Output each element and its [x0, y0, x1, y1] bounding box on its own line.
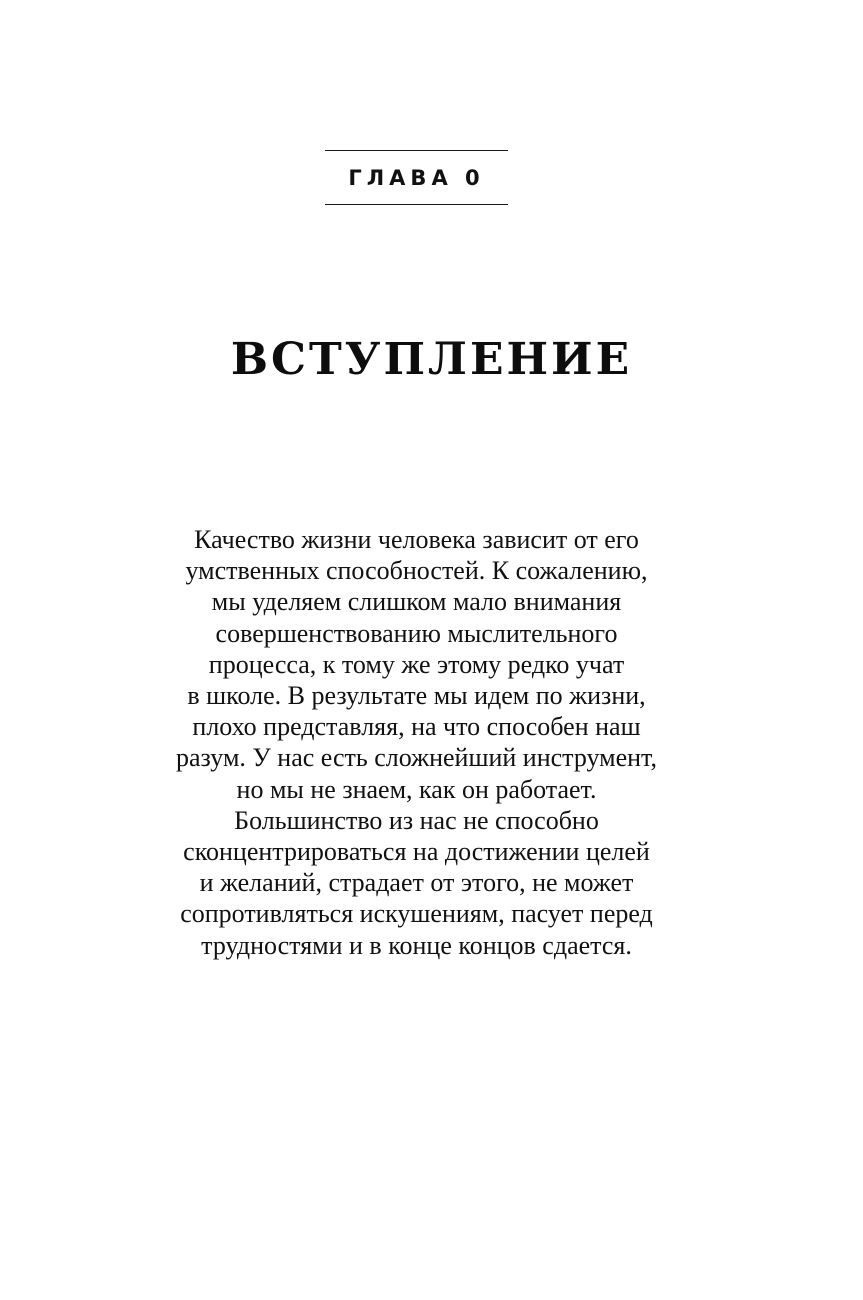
paragraph-line: разум. У нас есть сложнейший инструмент, [176, 743, 657, 773]
paragraph-line: Большинство из нас не способно [234, 805, 599, 835]
intro-paragraph [110, 524, 723, 961]
paragraph-line: процесса, к тому же этому редко учат [208, 649, 625, 679]
chapter-label: ГЛАВА 0 [348, 166, 485, 190]
paragraph-line: в школе. В результате мы идем по жизни, [187, 681, 646, 711]
paragraph-line: сопротивляться искушениям, пасует перед [180, 899, 653, 929]
paragraph-line: мы уделяем слишком мало внимания [211, 587, 622, 617]
chapter-rule-top [325, 150, 508, 151]
chapter-rule-bottom [325, 204, 508, 205]
paragraph-line: трудностями и в конце концов сдается. [201, 930, 632, 960]
page-title: ВСТУПЛЕНИЕ [230, 334, 633, 385]
paragraph-line: сконцентрироваться на достижении целей [183, 837, 650, 867]
paragraph-line: плохо представляя, на что способен наш [192, 712, 641, 742]
chapter-heading [325, 150, 508, 206]
paragraph-line: и желаний, страдает от этого, не может [199, 868, 634, 898]
paragraph-line: умственных способностей. К сожалению, [185, 556, 648, 586]
paragraph-line: совершенствованию мыслительного [215, 618, 618, 648]
paragraph-line: но мы не знаем, как он работает. [236, 774, 597, 804]
paragraph-line: Качество жизни человека зависит от его [194, 525, 639, 554]
